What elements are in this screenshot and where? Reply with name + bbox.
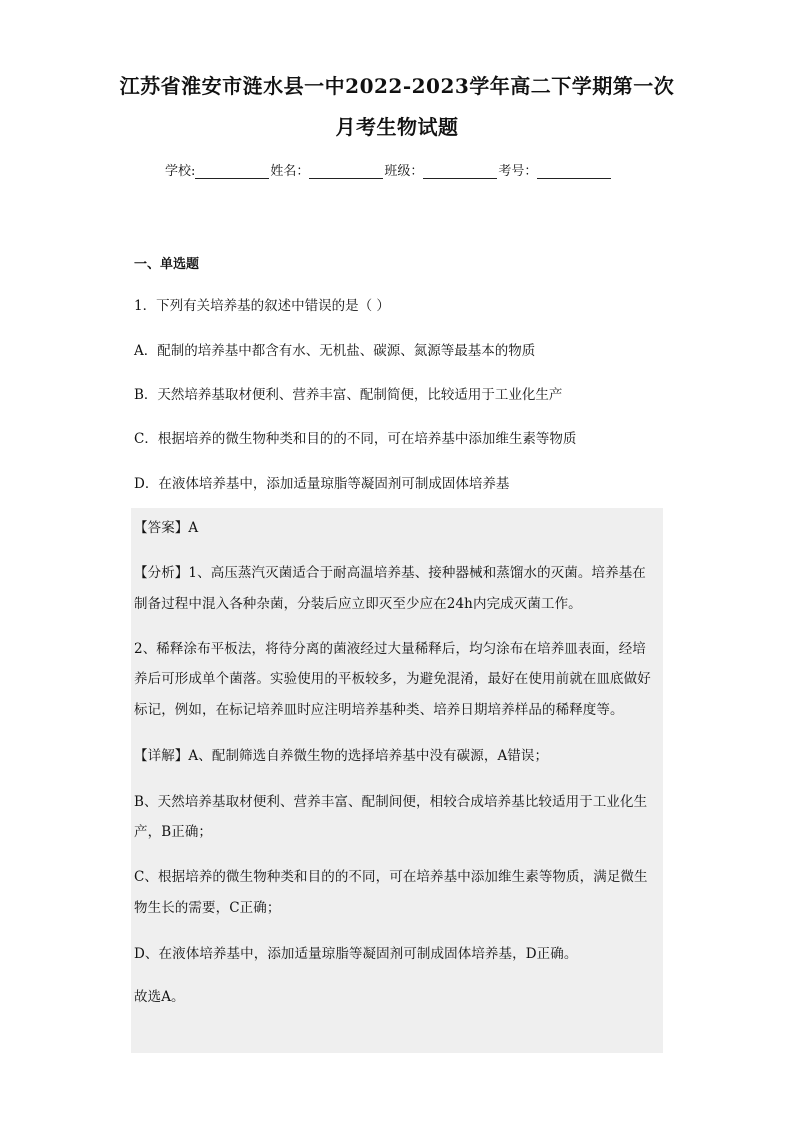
option-a: A．配制的培养基中都含有水、无机盐、碳源、氮源等最基本的物质 <box>134 343 536 359</box>
question-stem: 1．下列有关培养基的叙述中错误的是（ ） <box>134 298 390 314</box>
option-b: B．天然培养基取材便利、营养丰富、配制简便，比较适用于工业化生产 <box>134 387 563 403</box>
exam-number-label: 考号： <box>498 164 538 179</box>
option-c: C．根据培养的微生物种类和目的的不同，可在培养基中添加维生素等物质 <box>134 431 577 447</box>
analysis-line: 【分析】1、高压蒸汽灭菌适合于耐高温培养基、接种器械和蒸馏水的灭菌。培养基在 <box>134 565 646 581</box>
detail-line: B、天然培养基取材便利、营养丰富、配制间便，相较合成培养基比较适用于工业化生 <box>134 794 648 810</box>
answer-line: 【答案】A <box>134 520 199 536</box>
detail-line: 【详解】A、配制筛选自养微生物的选择培养基中没有碳源，A错误； <box>134 748 549 764</box>
class-label: 班级： <box>384 164 424 179</box>
detail-line: C、根据培养的微生物种类和目的的不同，可在培养基中添加维生素等物质，满足微生 <box>134 869 648 885</box>
section-heading: 一、单选题 <box>134 257 200 272</box>
student-info-row <box>165 160 612 179</box>
analysis-line: 制备过程中混入各种杂菌，分装后应立即灭至少应在24h内完成灭菌工作。 <box>134 596 582 612</box>
analysis-line: 2、稀释涂布平板法，将待分离的菌液经过大量稀释后，均匀涂布在培养皿表面，经培 <box>134 641 646 657</box>
name-blank <box>309 164 383 179</box>
option-d: D．在液体培养基中，添加适量琼脂等凝固剂可制成固体培养基 <box>134 476 510 492</box>
analysis-line: 标记，例如，在标记培养皿时应注明培养基种类、培养日期培养样品的稀释度等。 <box>134 702 624 718</box>
answer-panel <box>131 508 663 1053</box>
conclusion-line: 故选A。 <box>134 989 185 1005</box>
detail-line: D、在液体培养基中，添加适量琼脂等凝固剂可制成固体培养基，D正确。 <box>134 946 578 962</box>
name-label: 姓名： <box>270 164 310 179</box>
exam-number-blank <box>537 164 611 179</box>
school-label: 学校: <box>165 164 196 179</box>
school-blank <box>195 164 269 179</box>
detail-line: 产，B正确； <box>134 824 213 840</box>
exam-title-line-2: 月考生物试题 <box>335 115 459 139</box>
analysis-line: 养后可形成单个菌落。实验使用的平板较多，为避免混淆，最好在使用前就在皿底做好 <box>134 671 651 687</box>
exam-title-line-1: 江苏省淮安市涟水县一中2022-2023学年高二下学期第一次 <box>119 74 675 98</box>
detail-line: 物生长的需要，C正确； <box>134 900 281 916</box>
class-blank <box>423 164 497 179</box>
